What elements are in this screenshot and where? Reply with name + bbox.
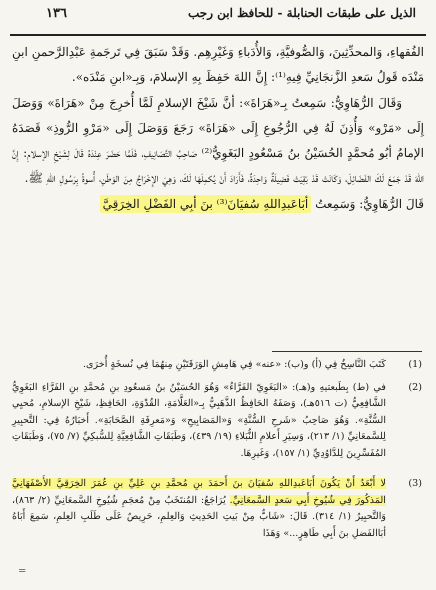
footnote-text-rest: يُرَاجَعُ: المُنتَخَبُ مِنْ مُعجَمِ شُيُوخِ السَّمعَانِيِّ (٢/ ٨٦٣)، وَالتَّحبِيرُ (١/ ٣١٤). قَالَ: «شَابٌّ مِنْ بَيتِ الحَدِيثِ وَالعِلمِ، حَرِيصٌ عَلَى طَلَبِ العِلمِ، سَمِعَ أَبَاهُ أبَاالفَضلِ بنَ أَبِي طَاهِرٍ...» وَهَذَا [12,494,386,539]
paragraph-3 [12,192,424,217]
footnote-text: في (ط) بِطَبعتيهِ و(هـ): «البَغَوِيّ الفَرَّاءُ» وَهُوَ الحُسَيْنُ بنُ مَسعُودِ بنِ مُحمَّدِ بنِ الفَرَّاءِ البَغَوِيُّ الشَّافِعِيُّ (ت ٥١٦هـ)، وَصَفَهُ الحَافِظُ الذَّهَبِيُّ بِـ«العَلَّامَةِ، القُدْوَةِ، الحَافِظِ، شَيْخِ الإسلامِ، مُحيِي السُّنَّةِ». وَهُوَ صَاحِبُ «شَرحِ السُّنَّةِ» وَ«المَصَابِيحِ» وَ«مَعرِفَةِ الصَّحَابَةِ». أَخبَارُهُ فِي: التَّحبِيرِ لِلسَّمعَانِيِّ (١/ ٢١٣)، وَسِيَرِ أَعلامِ النُّبَلاءِ (١٩/ ٤٣٩)، وَطَبَقَاتِ الشَّافِعِيَّةِ لِلسُّبكِيِّ (٧/ ٧٥)، وَطَبَقَاتِ المُفَسِّرِينَ لِلدَّاوُدِيِّ (١/ ١٥٧)، وَغَيرِهَا. [12,381,386,459]
footnote-text: كَتَبَ النَّاسِخُ فِي (أ) و(ب): «عنه» فِي هَامِشِ الوَرَقَتَيْنِ مِنهُمَا فِي نُسخَةٍ أُخرَى. [82,359,386,370]
running-header [10,4,426,38]
header-rule [10,34,426,36]
footnote-number: (2) [408,381,422,393]
footnote-number: (3) [408,478,422,489]
main-text [12,40,424,217]
footnote-number: (1) [408,359,422,370]
highlighted-footnote-text: لا أَبْعَدُ أَنْ يَكُونَ أَبَاعَبدِاللهِ سُفيَانَ بنَ أَحمَدَ بنِ مُحمَّدِ بنِ عَلِيِّ بنِ عُمَرَ الخِرَقِيَّ الأَصْفَهَانِيَّ المَذكُورَ فِي شُيُوخِ أَبِي سَعدٍ السَّمعَانِيِّ. [12,478,386,506]
paragraph-3-prefix: قَالَ الرُّهَاوِيُّ: وَسَمِعتُ [311,196,424,211]
paragraph-2: وَقَالَ الرُّهَاوِيُّ: سَمِعتُ بِـ«هَرَاةَ»: أنَّ شَيْخَ الإسلامِ لَمَّا أُخرِجَ مِنْ «هَرَاةَ» وَوَصَلَ إِلَى «مَرْو» وَأُذِنَ لَهُ فِي الرُّجُوعِ إِلَى «هَرَاةَ» رَجَعَ وَوَصَلَ إِلَى «مَرْوِ الرُّوذِ» قَصَدَهُ الإمامُ أبُو مُحمَّدٍ الحُسَيْنُ بنُ مَسْعُودٍ البَغَوِيُّ⁽²⁾ صَاحِبُ التَّصَانِيفِ، فَلَمَّا حَضَرَ عِنْدَهُ قَالَ لِشَيْخِ الإسلامِ: إِنَّ اللهَ قَدْ جَمَعَ لَكَ الفَضَائِلَ، وَكَانَتْ قَدْ بَقِيَتْ فَضِيلَةٌ وَاحِدَةٌ، فَأَرَادَ أَنْ يُكمِلَهَا لَكَ، وَهِيَ الإِخْرَاجُ مِنَ الوَطَنِ، أُسوةً بِرَسُولِ اللهِ ﷺ. [12,95,424,186]
footnotes [12,357,422,548]
paragraph-1: الفُقهاءِ، وَالمحدِّثِينَ، وَالصُّوفيَّةِ، وَالأُدَباءِ وَغَيْرِهِم. وَقَدْ سَبَقَ فِي تَرجَمةِ عَبْدِالرَّحمنِ ابنِ مَنْدَه قَولُ سَعدِ الزَّنجَانِيِّ فِيهِ⁽¹⁾: إِنَّ اللهَ حَفِظَ بِهِ الإسلامَ، وَبِـ«ابنِ مَنْدَه». [12,45,424,85]
page-number: ١٣٦ [46,6,67,21]
footnote-3 [12,476,422,542]
running-title: الذيل على طبقات الحنابلة - للحافظ ابن رجب [188,6,416,20]
footnote-1 [12,357,422,374]
highlighted-name: أبَاعَبدِاللهِ سُفيَانَ⁽³⁾ بنَ أبِي الفَضْلِ الخِرَقِيَّ [100,195,312,213]
footer-mark: = [18,566,27,577]
footnote-2 [12,380,422,463]
footnote-text [12,476,386,542]
footnote-separator [272,351,422,352]
